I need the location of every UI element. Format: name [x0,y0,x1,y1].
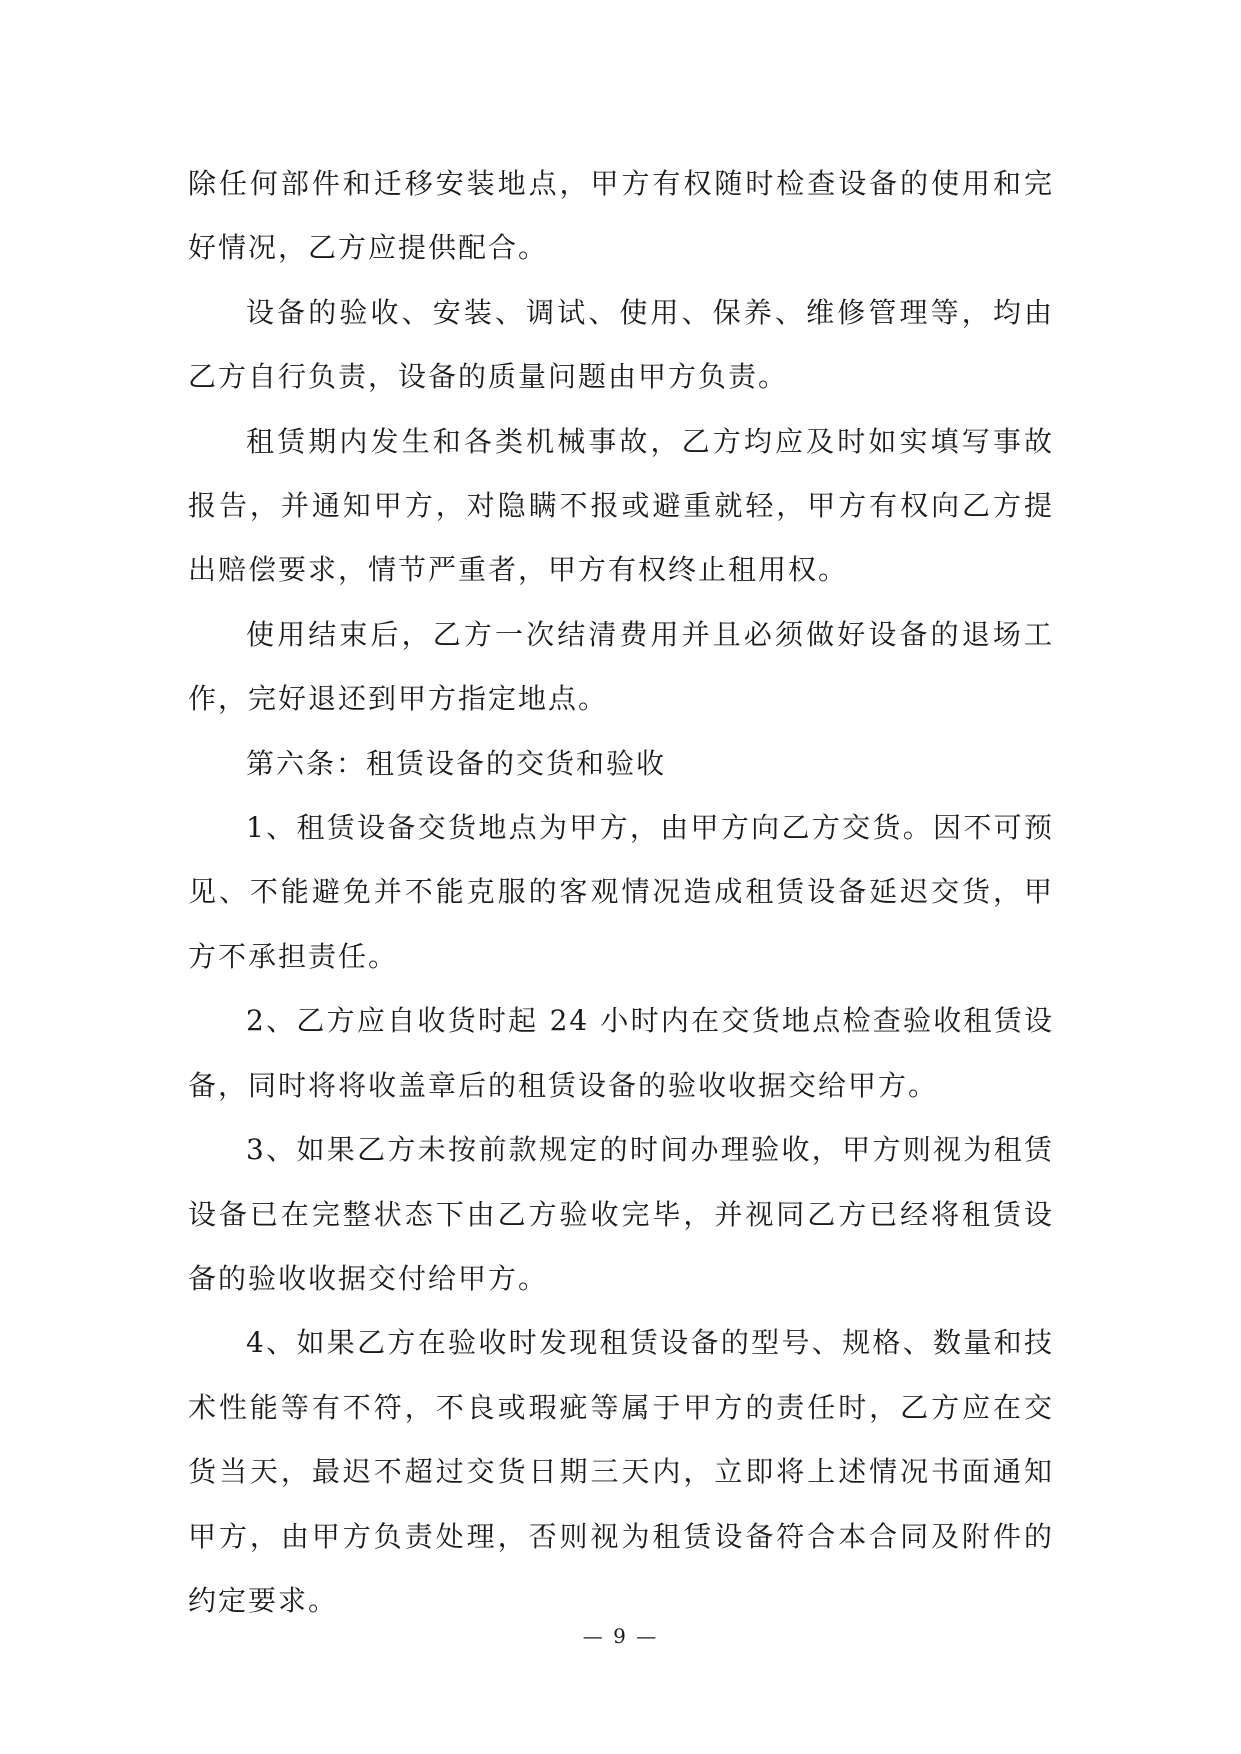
page-number: — 9 — [582,1624,659,1648]
section-heading-article-6: 第六条：租赁设备的交货和验收 [246,746,667,780]
clause-4: 4、如果乙方在验收时发现租赁设备的型号、规格、数量和技术性能等有不符，不良或瑕疵等属于甲方的责任时，乙方应在交货当天，最迟不超过交货日期三天内，立即将上述情况书面通知甲方，由甲方负责处理，否则视为租赁设备符合本合同及附件的约定要求。 [188,1326,1054,1617]
paragraph-4: 使用结束后，乙方一次结清费用并且必须做好设备的退场工作，完好退还到甲方指定地点。 [188,617,1054,716]
paragraph-1: 除任何部件和迁移安装地点，甲方有权随时检查设备的使用和完好情况，乙方应提供配合。 [188,167,1054,265]
paragraph-3: 租赁期内发生和各类机械事故，乙方均应及时如实填写事故报告，并通知甲方，对隐瞒不报或避重就轻，甲方有权向乙方提出赔偿要求，情节严重者，甲方有权终止租用权。 [188,424,1054,587]
paragraph-2: 设备的验收、安装、调试、使用、保养、维修管理等，均由乙方自行负责，设备的质量问题由甲方负责。 [188,295,1054,394]
clause-3: 3、如果乙方未按前款规定的时间办理验收，甲方则视为租赁设备已在完整状态下由乙方验收完毕，并视同乙方已经将租赁设备的验收收据交付给甲方。 [188,1133,1054,1295]
clause-1: 1、租赁设备交货地点为甲方，由甲方向乙方交货。因不可预见、不能避免并不能克服的客观情况造成租赁设备延迟交货，甲方不承担责任。 [188,811,1054,973]
clause-2: 2、乙方应自收货时起 24 小时内在交货地点检查验收租赁设备，同时将将收盖章后的租赁设备的验收收据交给甲方。 [188,1004,1054,1102]
document-body [188,152,1054,1633]
